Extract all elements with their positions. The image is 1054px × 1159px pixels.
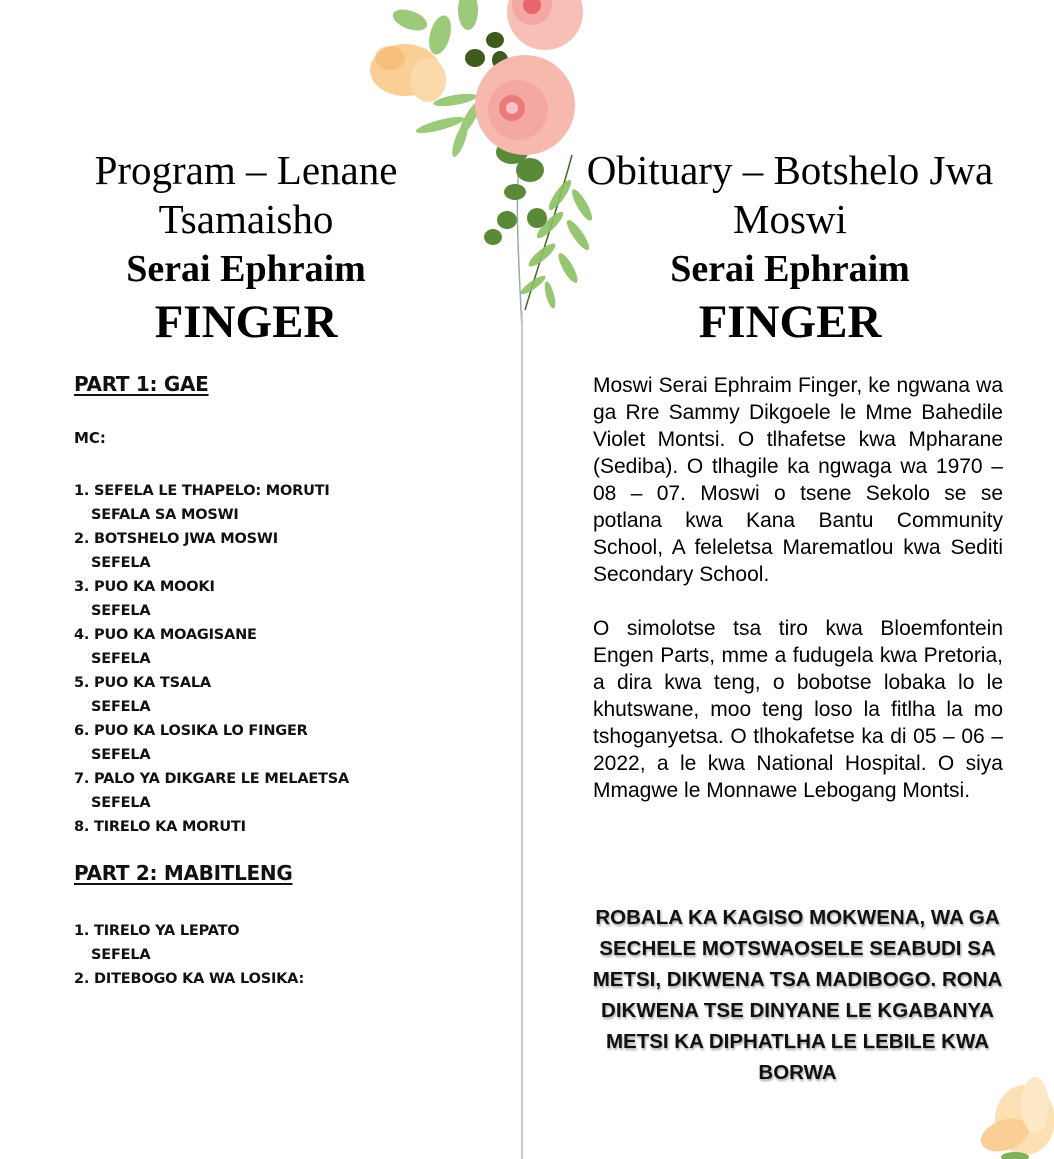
part2-items: [74, 919, 494, 991]
program-item: 1. TIRELO YA LEPATO: [74, 923, 240, 939]
program-deceased-name: Serai Ephraim: [126, 248, 366, 290]
program-item: 7. PALO YA DIKGARE LE MELAETSA: [74, 771, 350, 787]
program-item: 6. PUO KA LOSIKA LO FINGER: [74, 723, 308, 739]
program-item: 2. DITEBOGO KA WA LOSIKA:: [74, 971, 305, 987]
part1-heading: PART 1: GAE: [74, 372, 209, 396]
program-item: 3. PUO KA MOOKI: [74, 579, 215, 595]
program-item-sub: SEFELA: [91, 699, 151, 715]
program-item-sub: SEFELA: [91, 947, 151, 963]
program-item: 4. PUO KA MOAGISANE: [74, 627, 257, 643]
program-item: 5. PUO KA TSALA: [74, 675, 211, 691]
program-title-block: [66, 146, 426, 350]
program-item: 2. BOTSHELO JWA MOSWI: [74, 531, 278, 547]
program-deceased-surname: FINGER: [154, 296, 338, 348]
program-item-sub: SEFALA SA MOSWI: [91, 507, 239, 523]
program-title: Program – Lenane Tsamaisho: [94, 147, 398, 242]
obituary-deceased-surname: FINGER: [698, 296, 882, 348]
obituary-deceased-name: Serai Ephraim: [670, 248, 910, 290]
program-item-sub: SEFELA: [91, 747, 151, 763]
mc-label: MC:: [74, 429, 106, 447]
column-divider: [521, 312, 523, 1159]
program-item-sub: SEFELA: [91, 795, 151, 811]
program-item: 1. SEFELA LE THAPELO: MORUTI: [74, 483, 330, 499]
obituary-paragraph-1: Moswi Serai Ephraim Finger, ke ngwana wa ga Rre Sammy Dikgoele le Mme Bahedile Violet Montsi. O tlhafetse kwa Mpharane (Sediba). O tlhagile ka ngwaga wa 1970 – 08 – 07. Moswi o tsene Sekolo se se potlana kwa Kana Bantu Community School, A feleletsa Marematlou kwa Sediti Secondary School.: [593, 374, 1003, 586]
closing-tribute: ROBALA KA KAGISO MOKWENA, WA GA SECHELE MOTSWAOSELE SEABUDI SA METSI, DIKWENA TSA MADIBOGO. RONA DIKWENA TSE DINYANE LE KGABANYA METSI KA DIPHATLHA LE LEBILE KWA BORWA: [592, 906, 1003, 1084]
program-item-sub: SEFELA: [91, 651, 151, 667]
program-item-sub: SEFELA: [91, 603, 151, 619]
obituary-title: Obituary – Botshelo Jwa Moswi: [586, 147, 994, 242]
obituary-title-block: [570, 146, 1010, 350]
part1-items: [74, 479, 494, 839]
program-item: 8. TIRELO KA MORUTI: [74, 819, 246, 835]
program-item-sub: SEFELA: [91, 555, 151, 571]
obituary-paragraph-2: O simolotse tsa tiro kwa Bloemfontein Engen Parts, mme a fudugela kwa Pretoria, a dira kwa teng, o bobotse lobaka lo le khutswane, moo teng loso la fitlha la mo tshoganyetsa. O tlhokafetse ka di 05 – 06 – 2022, a le kwa National Hospital. O siya Mmagwe le Monnawe Lebogang Montsi.: [593, 617, 1003, 802]
obituary-body: [593, 372, 1003, 831]
program-list: [74, 372, 494, 991]
part2-heading: PART 2: MABITLENG: [74, 861, 293, 885]
